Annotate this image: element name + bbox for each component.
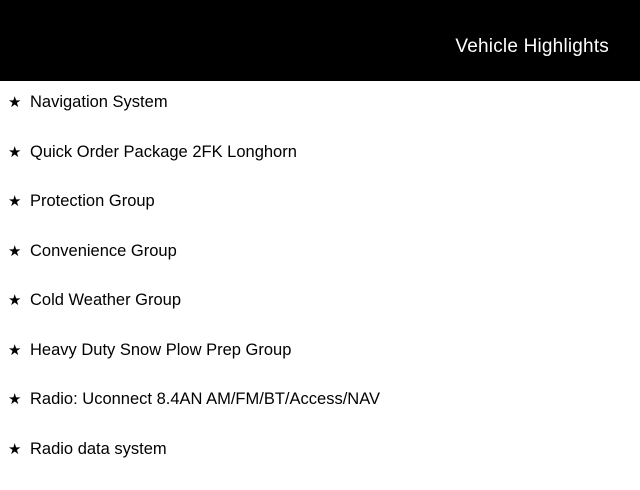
star-icon: ★ bbox=[8, 194, 30, 209]
star-icon: ★ bbox=[8, 442, 30, 457]
list-item-label: Heavy Duty Snow Plow Prep Group bbox=[30, 342, 291, 359]
list-item bbox=[0, 441, 640, 490]
vehicle-highlights-list bbox=[0, 81, 640, 490]
star-icon: ★ bbox=[8, 95, 30, 110]
list-item-label: Radio data system bbox=[30, 441, 167, 458]
list-item bbox=[0, 144, 640, 194]
list-item bbox=[0, 292, 640, 342]
list-item bbox=[0, 94, 640, 144]
list-item bbox=[0, 193, 640, 243]
list-item-label: Navigation System bbox=[30, 94, 168, 111]
list-item-label: Cold Weather Group bbox=[30, 292, 181, 309]
header-bar bbox=[0, 0, 640, 81]
list-item bbox=[0, 342, 640, 392]
star-icon: ★ bbox=[8, 244, 30, 259]
list-item-label: Quick Order Package 2FK Longhorn bbox=[30, 144, 297, 161]
star-icon: ★ bbox=[8, 145, 30, 160]
list-item bbox=[0, 243, 640, 293]
list-item bbox=[0, 391, 640, 441]
page-title: Vehicle Highlights bbox=[455, 25, 609, 56]
star-icon: ★ bbox=[8, 293, 30, 308]
list-item-label: Convenience Group bbox=[30, 243, 177, 260]
star-icon: ★ bbox=[8, 392, 30, 407]
list-item-label: Protection Group bbox=[30, 193, 155, 210]
list-item-label: Radio: Uconnect 8.4AN AM/FM/BT/Access/NAV bbox=[30, 391, 380, 408]
star-icon: ★ bbox=[8, 343, 30, 358]
